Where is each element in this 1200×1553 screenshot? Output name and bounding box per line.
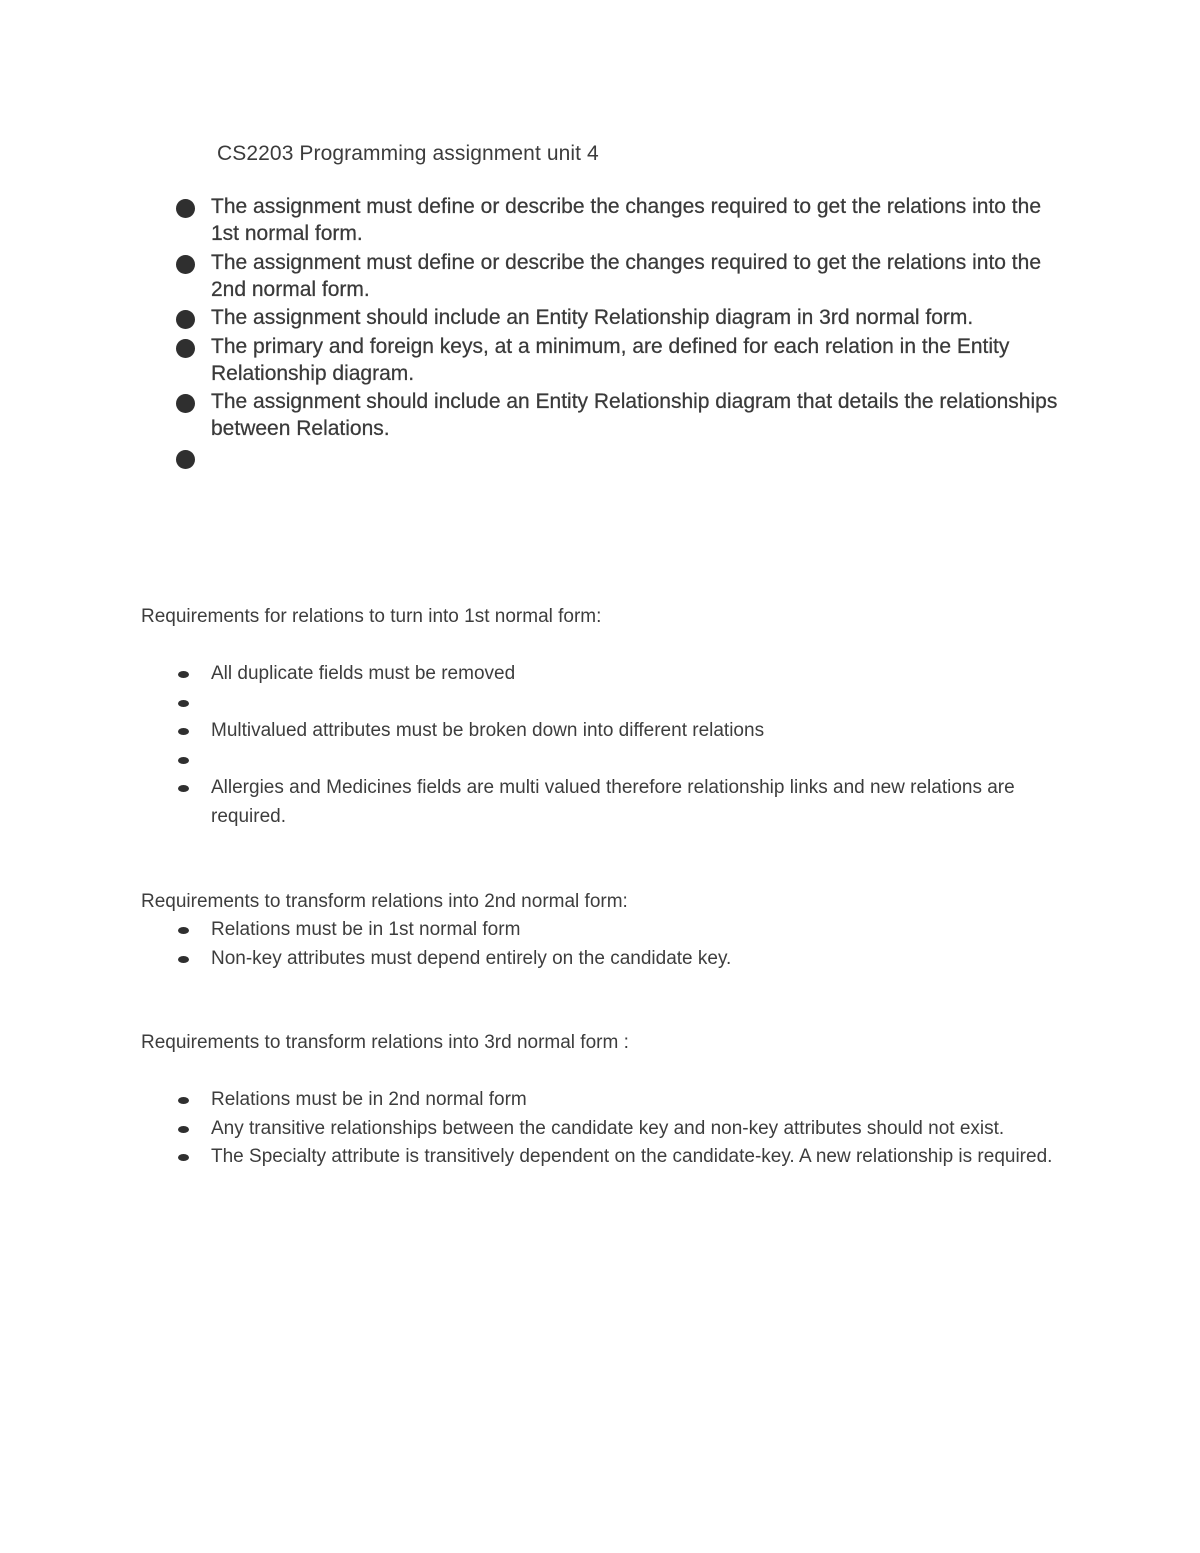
bullet-icon [178,728,189,735]
criteria-text: The assignment must define or describe the changes required to get the relations into the 2nd normal form. [211,250,1041,301]
list-item [0,689,1200,718]
list-item [0,1086,1200,1115]
criteria-text: The assignment should include an Entity Relationship diagram that details the relationships between Relations. [211,390,1058,440]
criteria-item [0,388,1200,442]
list-item-text: Multivalued attributes must be broken down into different relations [211,720,765,741]
list-item [0,916,1200,945]
bullet-icon [178,1126,189,1133]
list-item [0,774,1200,831]
bullet-icon [176,394,195,413]
requirements-list-1nf [0,660,1200,831]
list-item-text: Allergies and Medicines fields are multi valued therefore relationship links and new relations are required. [211,777,1015,827]
criteria-list [0,193,1200,472]
list-item [0,1143,1200,1172]
requirements-list-3nf [0,1086,1200,1172]
list-item-text: All duplicate fields must be removed [211,663,516,684]
criteria-text: The assignment should include an Entity Relationship diagram in 3rd normal form. [211,306,974,329]
list-item [0,746,1200,775]
bullet-icon [176,339,195,358]
requirements-list-2nf [0,916,1200,973]
criteria-item [0,249,1200,303]
section-heading-1nf: Requirements for relations to turn into 1st normal form: [141,606,602,627]
section-heading-2nf: Requirements to transform relations into 2nd normal form: [141,891,628,912]
list-item-text: The Specialty attribute is transitively dependent on the candidate-key. A new relationship is required. [211,1146,1053,1167]
bullet-icon [176,450,195,469]
list-item [0,717,1200,746]
list-item [0,1115,1200,1144]
bullet-icon [178,671,189,678]
bullet-icon [178,956,189,963]
bullet-icon [176,199,195,218]
list-item-text: Relations must be in 1st normal form [211,919,521,940]
bullet-icon [178,785,189,792]
criteria-item [0,333,1200,387]
criteria-text: The primary and foreign keys, at a minimum, are defined for each relation in the Entity Relationship diagram. [211,334,1010,385]
bullet-icon [176,310,195,329]
section-heading-3nf: Requirements to transform relations into 3rd normal form : [141,1032,629,1053]
bullet-icon [178,927,189,934]
bullet-icon [178,1154,189,1161]
document-title: CS2203 Programming assignment unit 4 [217,142,599,165]
list-item [0,660,1200,689]
bullet-icon [176,255,195,274]
bullet-icon [178,1097,189,1104]
list-item-text: Non-key attributes must depend entirely on the candidate key. [211,947,732,969]
criteria-text: The assignment must define or describe the changes required to get the relations into the 1st normal form. [211,195,1041,245]
criteria-item [0,304,1200,331]
criteria-item [0,444,1200,471]
bullet-icon [178,757,189,764]
list-item-text: Any transitive relationships between the candidate key and non-key attributes should not exist. [211,1117,1005,1139]
list-item-text: Relations must be in 2nd normal form [211,1089,527,1110]
list-item [0,945,1200,974]
bullet-icon [178,700,189,707]
criteria-item [0,193,1200,247]
